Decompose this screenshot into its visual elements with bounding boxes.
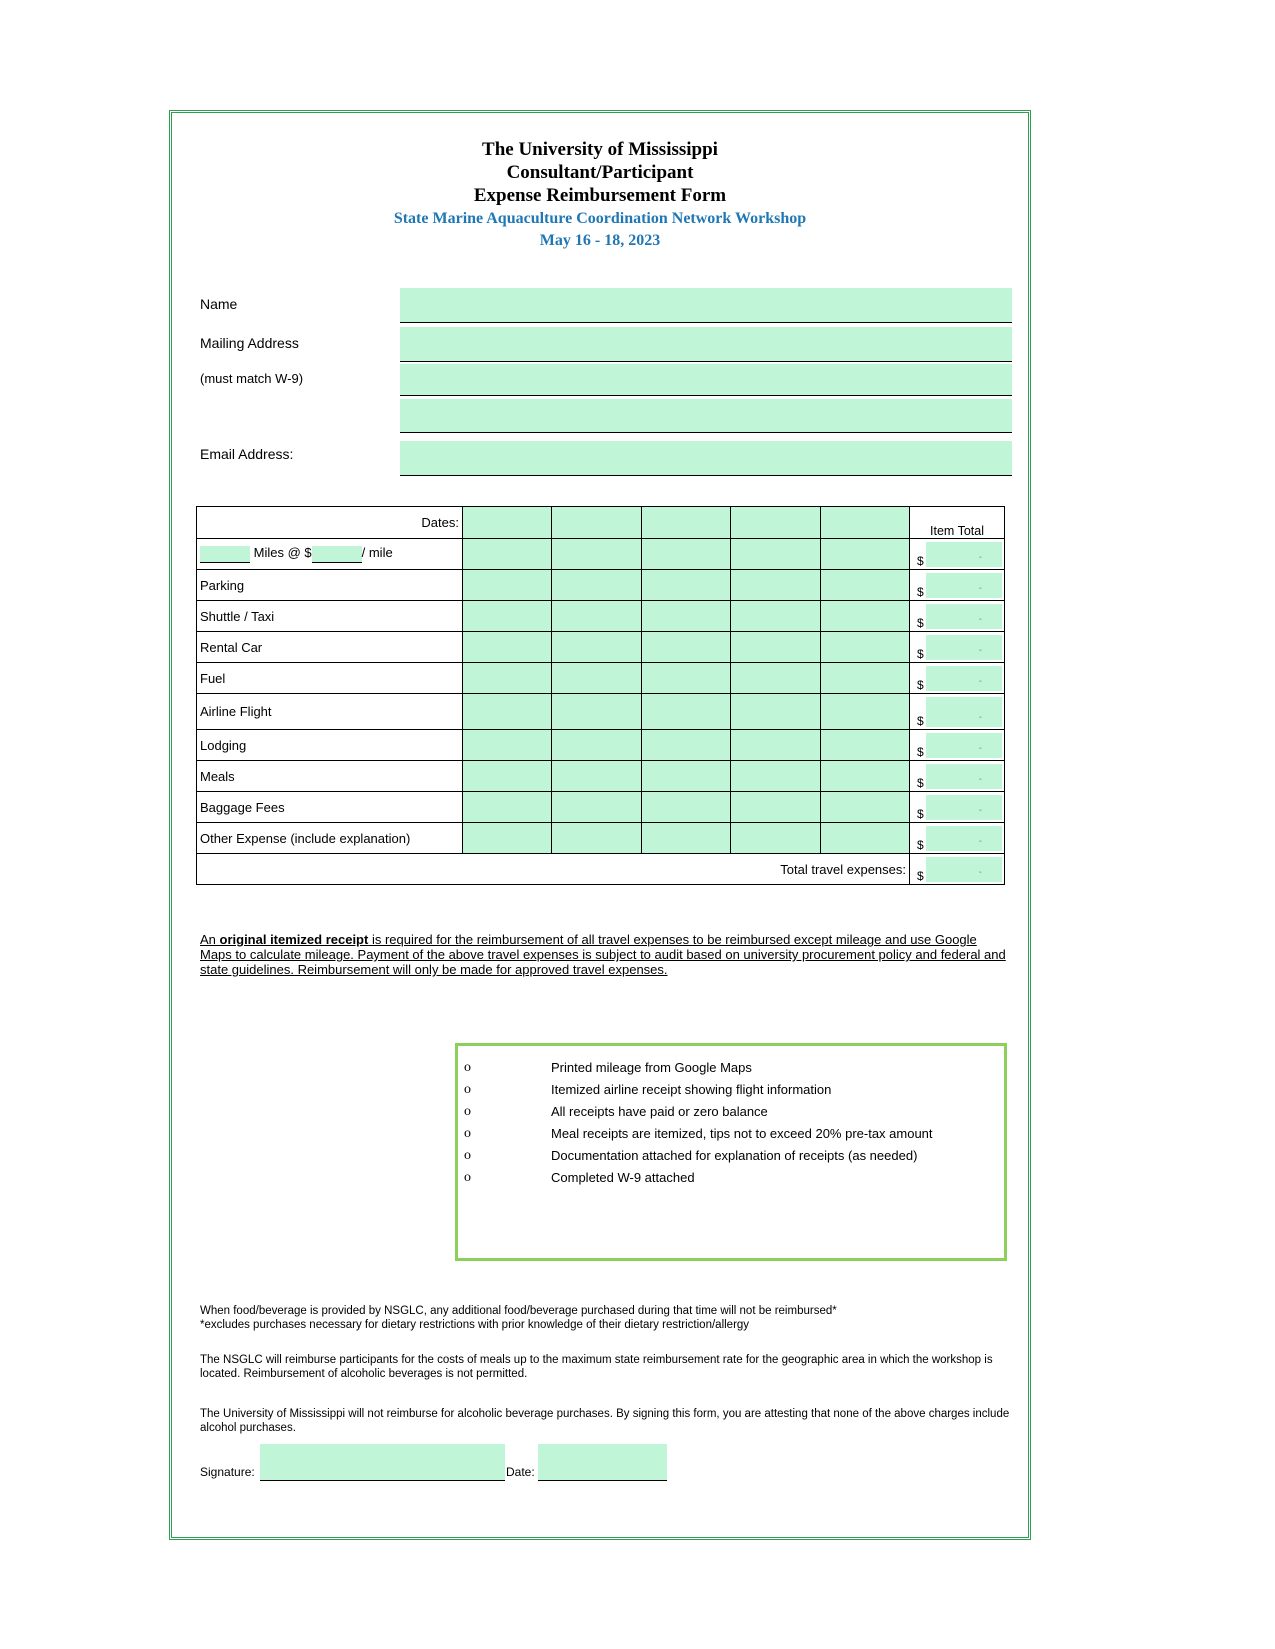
expense-cell[interactable]	[552, 570, 641, 601]
date-cell[interactable]	[731, 507, 820, 539]
total-dash: -	[978, 743, 982, 754]
expense-cell[interactable]	[463, 792, 552, 823]
expense-cell[interactable]	[552, 601, 641, 632]
expense-type: Shuttle / Taxi	[200, 608, 275, 624]
item-total-cell	[910, 761, 1005, 792]
name-label: Name	[200, 296, 238, 312]
expense-cell[interactable]	[552, 761, 641, 792]
item-total-cell	[910, 632, 1005, 663]
dollar-sign: $	[917, 678, 924, 692]
expense-type: Other Expense (include explanation)	[200, 830, 411, 846]
item-total-field[interactable]	[926, 573, 1002, 598]
checklist-text: Itemized airline receipt showing flight information	[551, 1082, 832, 1097]
item-total-label: Item Total	[930, 524, 984, 538]
alcohol-policy: The University of Mississippi will not reimburse for alcoholic beverage purchases. By signing this form, you are attesting that none of the above charges include alcohol purchases.	[200, 1408, 1010, 1434]
item-total-cell	[910, 539, 1005, 570]
expense-cell[interactable]	[820, 694, 909, 730]
expense-cell[interactable]	[552, 632, 641, 663]
table-row	[197, 761, 1005, 792]
expense-cell[interactable]	[820, 761, 909, 792]
checklist-text: Meal receipts are itemized, tips not to exceed 20% pre-tax amount	[551, 1126, 933, 1141]
checklist-bullet: o	[464, 1148, 471, 1163]
total-dash: -	[978, 676, 982, 687]
expense-cell[interactable]	[552, 823, 641, 854]
expense-cell[interactable]	[641, 663, 730, 694]
date-cell[interactable]	[820, 507, 909, 539]
university-title: The University of Mississippi	[482, 139, 718, 160]
expense-cell[interactable]	[820, 539, 909, 570]
expense-cell[interactable]	[641, 570, 730, 601]
item-total-cell	[910, 823, 1005, 854]
item-total-field[interactable]	[926, 826, 1002, 851]
expense-type: Rental Car	[200, 639, 263, 655]
dollar-sign: $	[917, 647, 924, 661]
dollar-sign: $	[917, 838, 924, 852]
dollar-sign: $	[917, 776, 924, 790]
email-field[interactable]	[400, 441, 1012, 476]
signature-date-field[interactable]	[538, 1444, 667, 1481]
expense-row-label	[197, 601, 463, 632]
notice-text: is required for the reimbursement of all travel expenses to be reimbursed except mileage and use Google Maps to calculate mileage. Payment of the above travel expenses is subject to audit based on university procurement policy and federal and state guidelines. Reimbursement will only be made for approved travel expenses.	[200, 932, 1006, 977]
expense-cell[interactable]	[731, 823, 820, 854]
table-row	[197, 570, 1005, 601]
total-dash: -	[978, 712, 982, 723]
item-total-field[interactable]	[926, 795, 1002, 820]
table-row	[197, 539, 1005, 570]
expense-row-label	[197, 761, 463, 792]
expense-cell[interactable]	[552, 663, 641, 694]
checklist-text: All receipts have paid or zero balance	[551, 1104, 768, 1119]
expense-cell[interactable]	[463, 663, 552, 694]
expense-cell[interactable]	[641, 632, 730, 663]
mailing-address-line3[interactable]	[400, 399, 1012, 433]
expense-cell[interactable]	[820, 632, 909, 663]
expense-cell[interactable]	[463, 632, 552, 663]
checklist-bullet: o	[464, 1082, 471, 1097]
signature-label: Signature:	[200, 1465, 255, 1479]
mailing-address-line1[interactable]	[400, 327, 1012, 362]
expense-cell[interactable]	[731, 761, 820, 792]
dollar-sign: $	[917, 714, 924, 728]
expense-cell[interactable]	[731, 601, 820, 632]
form-title: Expense Reimbursement Form	[473, 185, 727, 206]
expense-cell[interactable]	[552, 539, 641, 570]
expense-table	[196, 506, 1005, 885]
expense-cell[interactable]	[731, 632, 820, 663]
item-total-cell	[910, 730, 1005, 761]
expense-cell[interactable]	[820, 823, 909, 854]
food-policy	[200, 1304, 1010, 1332]
table-row	[197, 507, 1005, 539]
miles-label: Miles @ $	[253, 545, 312, 561]
item-total-header	[910, 507, 1005, 539]
item-total-cell	[910, 570, 1005, 601]
grand-total-cell	[910, 854, 1005, 885]
date-cell[interactable]	[463, 507, 552, 539]
expense-cell[interactable]	[463, 601, 552, 632]
item-total-field[interactable]	[926, 733, 1002, 758]
table-row	[197, 792, 1005, 823]
total-dash: -	[978, 552, 982, 563]
receipt-checklist	[455, 1043, 1007, 1261]
checklist-bullet: o	[464, 1104, 471, 1119]
name-field[interactable]	[400, 288, 1012, 323]
meals-policy: The NSGLC will reimburse participants for the costs of meals up to the maximum state reimbursement rate for the geographic area in which the workshop is located. Reimbursement of alcoholic beverages is not permitted.	[200, 1354, 993, 1380]
table-row	[197, 663, 1005, 694]
date-label: Date:	[506, 1465, 535, 1479]
expense-cell[interactable]	[463, 823, 552, 854]
expense-type: Meals	[200, 768, 235, 784]
date-cell[interactable]	[641, 507, 730, 539]
table-row	[197, 632, 1005, 663]
expense-cell[interactable]	[641, 694, 730, 730]
expense-cell[interactable]	[731, 694, 820, 730]
expense-cell[interactable]	[552, 792, 641, 823]
item-total-field[interactable]	[926, 542, 1002, 567]
dates-label: Dates:	[421, 515, 459, 530]
expense-type: Lodging	[200, 737, 247, 753]
mailing-address-label: Mailing Address	[200, 335, 299, 351]
expense-type: Fuel	[200, 670, 226, 686]
expense-cell[interactable]	[641, 761, 730, 792]
food-policy-line2: *excludes purchases necessary for dietary restrictions with prior knowledge of their dietary restriction/allergy	[200, 1319, 750, 1331]
per-mile-label: / mile	[361, 545, 393, 561]
item-total-field[interactable]	[926, 604, 1002, 629]
expense-cell[interactable]	[641, 792, 730, 823]
table-row	[197, 730, 1005, 761]
table-row	[197, 694, 1005, 730]
expense-cell[interactable]	[463, 539, 552, 570]
expense-cell[interactable]	[731, 663, 820, 694]
dollar-sign: $	[917, 869, 924, 883]
workshop-name: State Marine Aquaculture Coordination Network Workshop	[393, 210, 807, 227]
expense-cell[interactable]	[463, 570, 552, 601]
expense-cell[interactable]	[463, 694, 552, 730]
expense-cell[interactable]	[641, 730, 730, 761]
expense-cell[interactable]	[641, 823, 730, 854]
mailing-address-line2[interactable]	[400, 364, 1012, 396]
expense-cell[interactable]	[641, 539, 730, 570]
rate-input[interactable]	[312, 546, 362, 563]
dollar-sign: $	[917, 807, 924, 821]
item-total-cell	[910, 694, 1005, 730]
checklist-text: Documentation attached for explanation of receipts (as needed)	[551, 1148, 918, 1163]
expense-cell[interactable]	[463, 761, 552, 792]
dollar-sign: $	[917, 616, 924, 630]
email-label: Email Address:	[200, 446, 294, 462]
table-row	[197, 823, 1005, 854]
checklist-bullet: o	[464, 1126, 471, 1141]
expense-cell[interactable]	[820, 792, 909, 823]
dollar-sign: $	[917, 745, 924, 759]
checklist-text: Completed W-9 attached	[551, 1170, 695, 1185]
total-label-cell	[197, 854, 910, 885]
total-dash: -	[978, 805, 982, 816]
date-cell[interactable]	[552, 507, 641, 539]
total-dash: -	[978, 867, 982, 878]
expense-cell[interactable]	[820, 570, 909, 601]
checklist-bullet: o	[464, 1060, 471, 1075]
expense-type: Parking	[200, 577, 245, 593]
item-total-cell	[910, 601, 1005, 632]
mileage-row-label	[197, 539, 463, 570]
item-total-field[interactable]	[926, 697, 1002, 727]
expense-row-label	[197, 694, 463, 730]
miles-input[interactable]	[200, 546, 250, 563]
item-total-field[interactable]	[926, 666, 1002, 691]
notice-lead: An	[200, 932, 220, 947]
dollar-sign: $	[917, 585, 924, 599]
signature-field[interactable]	[260, 1444, 505, 1481]
expense-row-label	[197, 663, 463, 694]
expense-cell[interactable]	[552, 730, 641, 761]
expense-cell[interactable]	[731, 539, 820, 570]
table-row	[197, 601, 1005, 632]
expense-type: Airline Flight	[200, 704, 272, 719]
total-dash: -	[978, 774, 982, 785]
expense-cell[interactable]	[731, 792, 820, 823]
expense-cell[interactable]	[731, 570, 820, 601]
receipt-notice	[200, 932, 1010, 977]
total-dash: -	[978, 614, 982, 625]
item-total-field[interactable]	[926, 764, 1002, 789]
expense-type: Baggage Fees	[200, 799, 285, 815]
expense-row-label	[197, 823, 463, 854]
total-dash: -	[978, 645, 982, 656]
checklist-text: Printed mileage from Google Maps	[551, 1060, 752, 1075]
expense-cell[interactable]	[463, 730, 552, 761]
total-travel-label: Total travel expenses:	[780, 861, 906, 877]
expense-cell[interactable]	[552, 694, 641, 730]
food-policy-line1: When food/beverage is provided by NSGLC, any additional food/beverage purchased during that time will not be reimbursed*	[200, 1305, 837, 1317]
total-dash: -	[978, 836, 982, 847]
workshop-dates: May 16 - 18, 2023	[539, 232, 661, 249]
expense-cell[interactable]	[820, 663, 909, 694]
grand-total-field[interactable]	[926, 857, 1002, 882]
item-total-cell	[910, 792, 1005, 823]
expense-cell[interactable]	[820, 730, 909, 761]
dollar-sign: $	[917, 554, 924, 568]
expense-cell[interactable]	[731, 730, 820, 761]
expense-row-label	[197, 730, 463, 761]
expense-cell[interactable]	[641, 601, 730, 632]
total-dash: -	[978, 583, 982, 594]
w9-note: (must match W-9)	[200, 371, 304, 386]
checklist-bullet: o	[464, 1170, 471, 1185]
dates-label-cell	[197, 507, 463, 539]
expense-row-label	[197, 570, 463, 601]
expense-cell[interactable]	[820, 601, 909, 632]
expense-row-label	[197, 792, 463, 823]
item-total-field[interactable]	[926, 635, 1002, 660]
expense-row-label	[197, 632, 463, 663]
notice-bold: original itemized receipt	[219, 932, 369, 947]
form-subtitle: Consultant/Participant	[506, 162, 694, 183]
total-row	[197, 854, 1005, 885]
item-total-cell	[910, 663, 1005, 694]
